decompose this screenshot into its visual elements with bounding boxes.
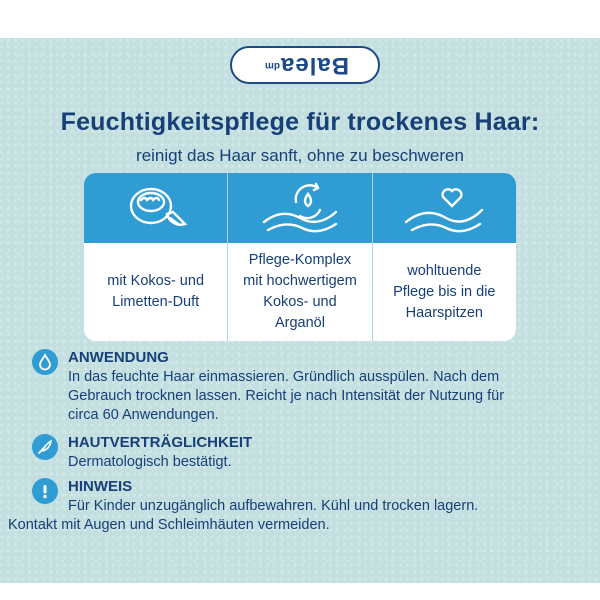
section-title: ANWENDUNG <box>68 349 169 366</box>
exclamation-icon <box>36 482 54 500</box>
headline: Feuchtigkeitspflege für trockenes Haar: <box>60 108 540 136</box>
text-line: In das feuchte Haar einmassieren. Gründlich ausspülen. Nach dem <box>68 369 500 385</box>
feature-heart-care <box>372 173 516 341</box>
coconut-lime-icon <box>121 180 191 236</box>
feature-line: wohltuende <box>407 262 482 279</box>
brand-tag: dm <box>264 59 280 71</box>
feature-line: Kokos- und <box>263 294 337 310</box>
section-title: HINWEIS <box>68 478 133 495</box>
brand-name: Balea <box>279 52 350 79</box>
section-text <box>68 368 600 406</box>
brand-logo <box>230 46 380 84</box>
section-text-continued: Kontakt mit Augen und Schleimhäuten vermeiden. <box>8 517 330 533</box>
feature-line: Haarspitzen <box>405 304 483 321</box>
text-line: Gebrauch trocknen lassen. Reicht je nach Intensität der Nutzung für <box>68 388 505 404</box>
section-text: Für Kinder unzugänglich aufbewahren. Kühl und trocken lagern. <box>68 498 479 514</box>
feature-line: Pflege-Komplex <box>248 252 352 268</box>
feature-coconut <box>84 173 227 341</box>
feather-icon <box>36 438 54 456</box>
text-line: Dermatologisch bestätigt. <box>68 454 232 470</box>
section-text <box>68 453 600 472</box>
water-drop-icon <box>36 353 54 371</box>
feature-line: mit Kokos- und <box>107 273 205 289</box>
feature-line: Pflege bis in die <box>393 283 496 300</box>
feature-panel <box>84 173 516 341</box>
feature-line: Limetten-Duft <box>112 294 200 310</box>
feature-line: mit hochwertigem <box>243 273 357 289</box>
heart-wave-icon <box>402 180 486 236</box>
feature-line: Arganöl <box>274 315 325 331</box>
subline: reinigt das Haar sanft, ohne zu beschweren <box>136 146 464 165</box>
care-wave-drop-icon <box>258 180 342 236</box>
feature-care-complex <box>227 173 371 341</box>
section-title: HAUTVERTRÄGLICHKEIT <box>68 434 253 451</box>
text-line: circa 60 Anwendungen. <box>68 407 219 423</box>
